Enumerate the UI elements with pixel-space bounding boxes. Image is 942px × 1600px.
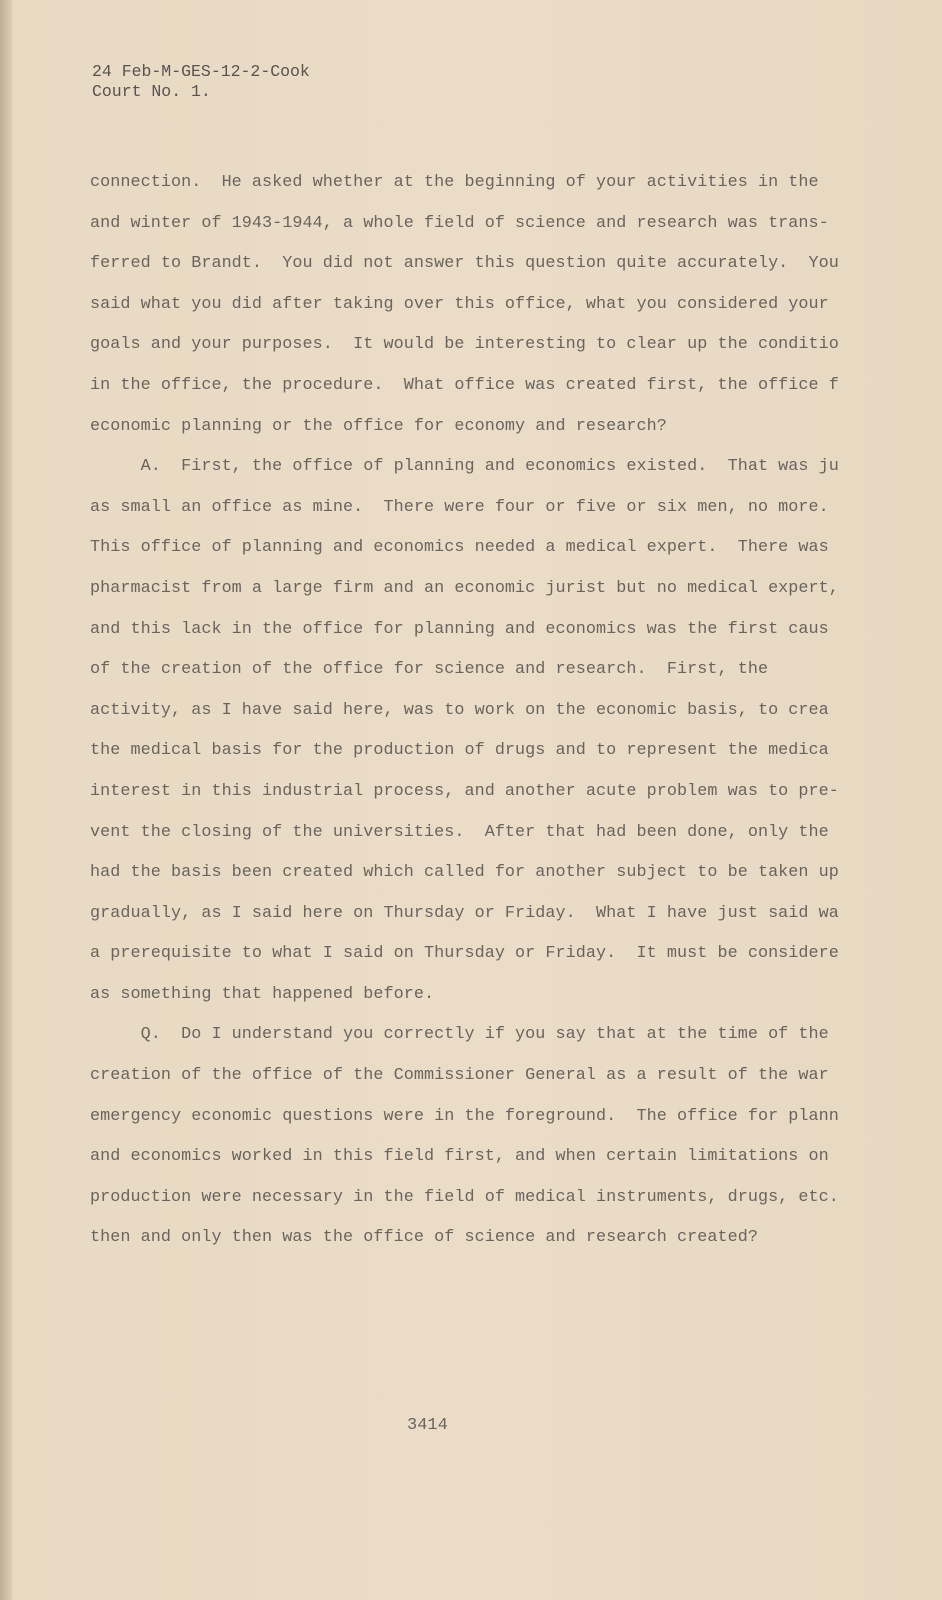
transcript-line: interest in this industrial process, and another acute problem was to pre-	[90, 781, 839, 801]
header-reference: 24 Feb-M-GES-12-2-Cook	[92, 62, 310, 81]
document-header	[92, 62, 310, 102]
transcript-line: production were necessary in the field of medical instruments, drugs, etc.	[90, 1187, 839, 1207]
transcript-line: goals and your purposes. It would be interesting to clear up the conditio	[90, 335, 839, 355]
transcript-line: the medical basis for the production of drugs and to represent the medica	[90, 741, 829, 761]
transcript-line: activity, as I have said here, was to work on the economic basis, to crea	[90, 700, 829, 720]
page-edge	[0, 0, 12, 1600]
transcript-line: had the basis been created which called for another subject to be taken up	[90, 863, 839, 883]
transcript-body	[90, 163, 839, 1259]
transcript-line: gradually, as I said here on Thursday or Friday. What I have just said wa	[90, 903, 839, 923]
transcript-line: Q. Do I understand you correctly if you say that at the time of the	[90, 1025, 829, 1045]
transcript-line: as something that happened before.	[90, 984, 435, 1004]
transcript-line: economic planning or the office for economy and research?	[90, 416, 667, 436]
transcript-line: connection. He asked whether at the beginning of your activities in the	[90, 173, 819, 192]
transcript-line: of the creation of the office for science and research. First, the	[90, 660, 769, 680]
transcript-line: A. First, the office of planning and economics existed. That was ju	[90, 457, 839, 477]
transcript-line: This office of planning and economics needed a medical expert. There was	[90, 538, 829, 558]
header-court: Court No. 1.	[92, 82, 211, 101]
transcript-line: emergency economic questions were in the foreground. The office for plann	[90, 1106, 839, 1126]
transcript-line: and economics worked in this field first, and when certain limitations on	[90, 1147, 829, 1167]
page-number: 3414	[407, 1416, 448, 1435]
transcript-line: as small an office as mine. There were four or five or six men, no more.	[90, 497, 829, 517]
transcript-line: and this lack in the office for planning and economics was the first caus	[90, 619, 829, 639]
transcript-line: in the office, the procedure. What office was created first, the office f	[90, 375, 839, 395]
transcript-line: and winter of 1943-1944, a whole field of science and research was trans-	[90, 213, 829, 233]
transcript-line: vent the closing of the universities. After that had been done, only the	[90, 822, 829, 842]
transcript-line: creation of the office of the Commissioner General as a result of the war	[90, 1066, 829, 1086]
transcript-line: ferred to Brandt. You did not answer this question quite accurately. You	[90, 254, 839, 274]
transcript-line: then and only then was the office of science and research created?	[90, 1228, 758, 1248]
transcript-line: pharmacist from a large firm and an economic jurist but no medical expert,	[90, 578, 839, 598]
transcript-line: said what you did after taking over this office, what you considered your	[90, 294, 829, 314]
transcript-line: a prerequisite to what I said on Thursday or Friday. It must be considere	[90, 944, 839, 964]
